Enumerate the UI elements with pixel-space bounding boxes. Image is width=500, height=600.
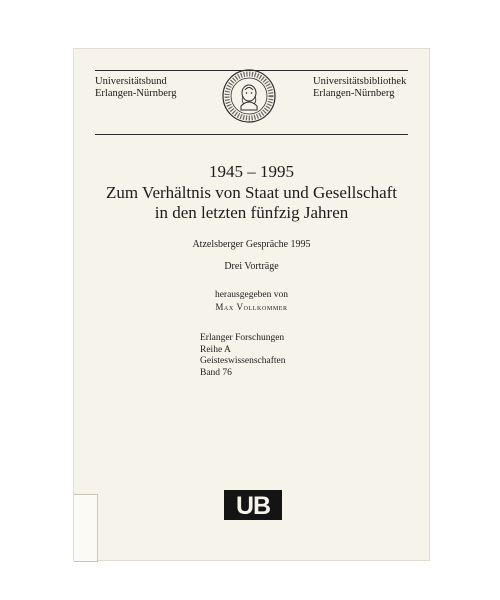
series-line-1: Erlanger Forschungen <box>200 333 285 343</box>
publisher-left <box>95 76 176 100</box>
lectures-note: Drei Vorträge <box>224 261 279 272</box>
editor-intro: herausgegeben von <box>214 290 289 300</box>
title-line-1: Zum Verhältnis von Staat und Gesellschaft <box>106 183 397 202</box>
editor-name: Max Vollkommer <box>215 302 288 312</box>
library-label-sticker <box>74 494 98 562</box>
publisher-left-line1: Universitätsbund <box>95 76 167 87</box>
header-bottom-rule <box>95 134 408 135</box>
year-range: 1945 – 1995 <box>209 162 294 181</box>
subtitle: Atzelsberger Gespräche 1995 <box>192 239 311 250</box>
ub-logo-text: UB <box>235 492 271 520</box>
publisher-right-line2: Erlangen-Nürnberg <box>313 88 395 99</box>
ub-logo-icon <box>224 490 282 520</box>
university-seal-icon <box>221 68 277 124</box>
series-line-3: Geisteswissenschaften <box>200 356 286 366</box>
publisher-left-line2: Erlangen-Nürnberg <box>95 88 177 99</box>
book-title <box>74 183 429 223</box>
series-line-2: Reihe A <box>200 344 231 355</box>
publisher-right <box>313 76 406 100</box>
series-info <box>200 333 285 379</box>
title-line-2: in den letzten fünfzig Jahren <box>154 203 349 222</box>
series-line-4: Band 76 <box>200 367 232 378</box>
publisher-right-line1: Universitätsbibliothek <box>313 76 407 87</box>
book-cover <box>74 49 429 560</box>
